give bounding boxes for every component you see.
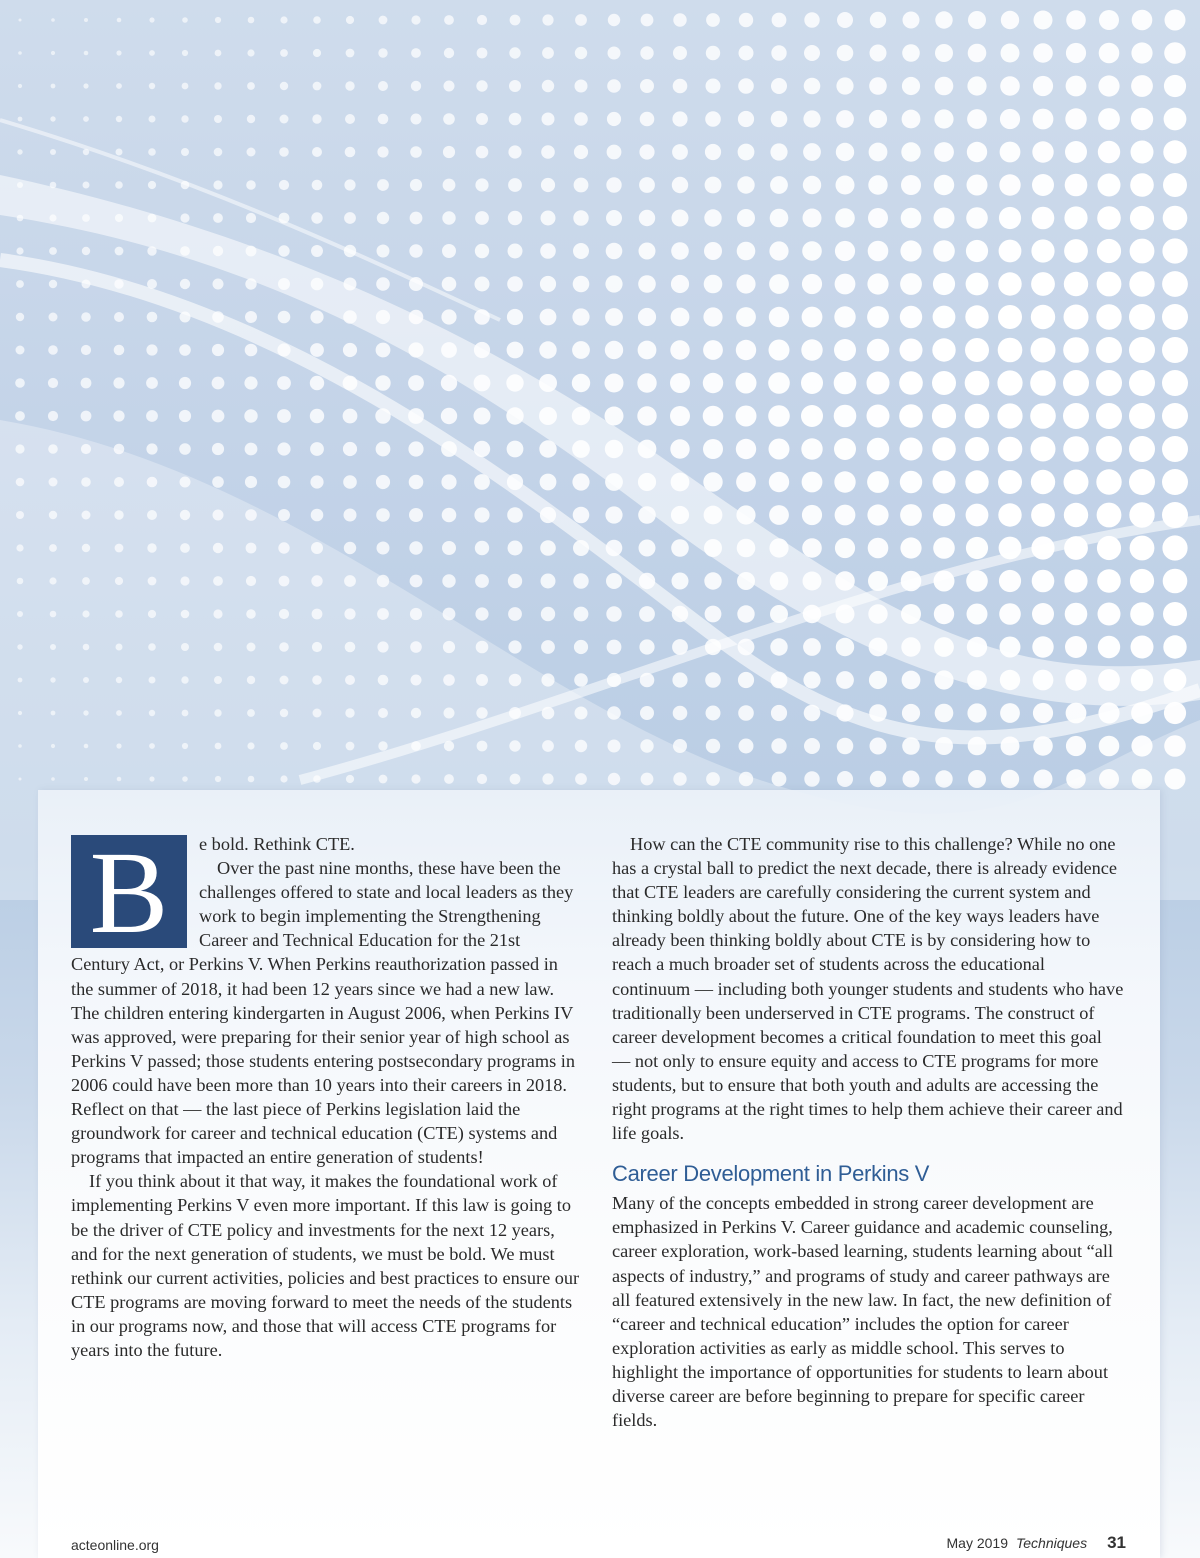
footer-publication-info bbox=[947, 1533, 1127, 1553]
body-paragraph: Many of the concepts embedded in strong career development are emphasized in Perkins V. Career guidance and academic counseling, career exploration, work-based learning, students learning about “all aspects of industry,” and programs of study and career pathways are all featured extensively in the new law. In fact, the new definition of “career and technical education” includes the option for career exploration activities as early as middle school. This serves to highlight the importance of opportunities for students to learn about diverse career are before beginning to prepare for specific career fields. bbox=[612, 1193, 1114, 1431]
drop-cap: B bbox=[71, 835, 187, 948]
lead-line: e bold. Rethink CTE. bbox=[199, 834, 355, 854]
article-right-column bbox=[612, 832, 1124, 1432]
body-paragraph: If you think about it that way, it makes the foundational work of implementing Perkins V even more important. If this law is going to be the driver of CTE policy and investments for the next 12 years, and for the next generation of students, we must be bold. We must rethink our current activities, policies and best practices to ensure our CTE programs are moving forward to meet the needs of the students in our programs now, and those that will access CTE programs for years into the future. bbox=[71, 1171, 580, 1360]
body-paragraph: How can the CTE community rise to this challenge? While no one has a crystal ball to predict the next decade, there is already evidence that CTE leaders are carefully considering the current system and thinking boldly about the future. One of the key ways leaders have already been thinking boldly about CTE is by considering how to reach a much broader set of students across the educational continuum — including both younger students and students who have traditionally been underserved in CTE programs. The construct of career development becomes a critical foundation to meet this goal — not only to ensure equity and access to CTE programs for more students, but to ensure that both youth and adults are accessing the right programs at the right times to help them achieve their career and life goals. bbox=[612, 834, 1124, 1144]
section-heading: Career Development in Perkins V bbox=[612, 1161, 930, 1187]
article-left-column bbox=[71, 827, 582, 1362]
footer-magazine-name: Techniques bbox=[1015, 1535, 1088, 1551]
footer-date: May 2019 bbox=[946, 1535, 1008, 1551]
body-paragraph: Over the past nine months, these have been the challenges offered to state and local leaders as they work to begin implementing the Strengthening Career and Technical Education for the 21st Century Act, or Perkins V. When Perkins reauthorization passed in the summer of 2018, it had been 12 years since we had a new law. The children entering kindergarten in August 2006, when Perkins IV was approved, were preparing for their senior year of high school as Perkins V passed; those students entering postsecondary programs in 2006 could have been more than 10 years into their careers in 2018. Reflect on that — the last piece of Perkins legislation laid the groundwork for career and technical education (CTE) systems and programs that impacted an entire generation of students! bbox=[71, 858, 576, 1168]
page-number: 31 bbox=[1107, 1533, 1126, 1552]
footer-website: acteonline.org bbox=[71, 1537, 159, 1553]
